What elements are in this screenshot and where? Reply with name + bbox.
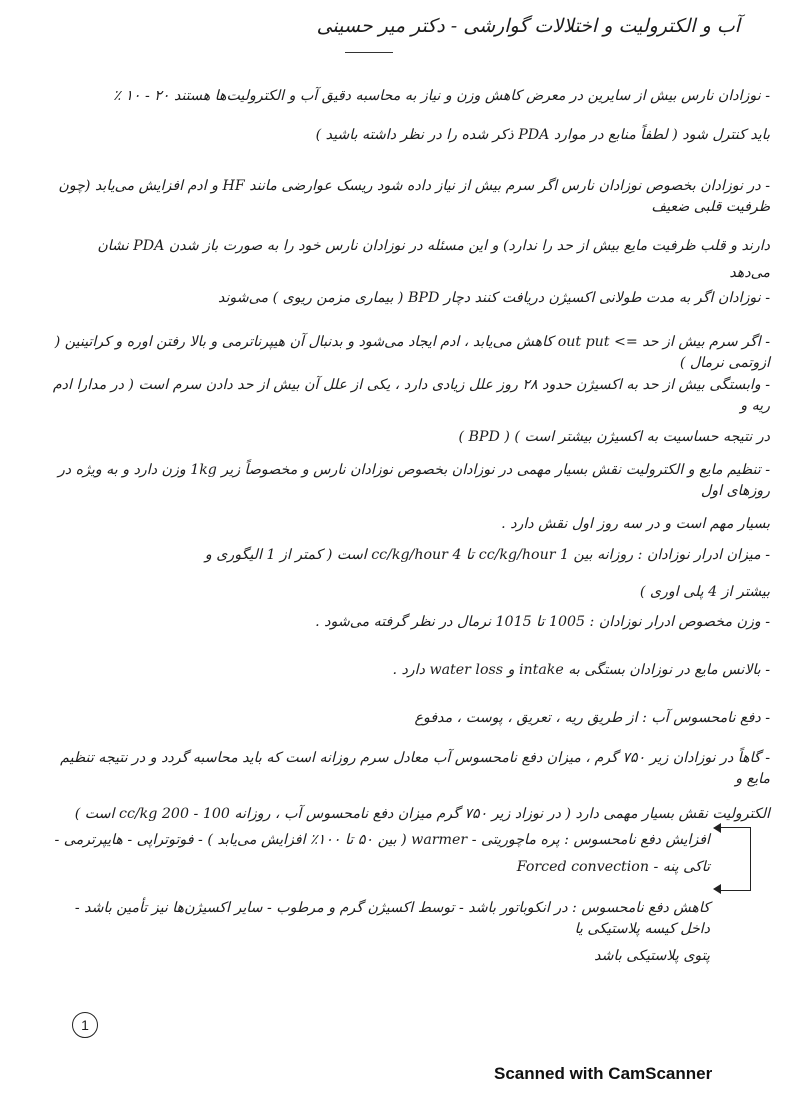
paragraph-2 bbox=[38, 176, 770, 284]
paragraph-line: - تنظیم مایع و الکترولیت نقش بسیار مهمی در نوزادان بخصوص نوزادان نارس و مخصوصاً زیر 1kg وزن دارد و به ویژه در روزهای اول bbox=[57, 462, 770, 499]
paragraph-line: بیشتر از 4 پلی اوری ) bbox=[639, 584, 770, 600]
paragraph-9 bbox=[38, 660, 770, 681]
arrow-left-icon bbox=[713, 884, 721, 894]
paragraph-line: - بالانس مایع در نوزادان بستگی به intake و water loss دارد . bbox=[392, 662, 770, 678]
scanner-watermark: Scanned with CamScanner bbox=[494, 1064, 713, 1083]
paragraph-line: - وابستگی بیش از حد به اکسیژن حدود ۲۸ روز علل زیادی دارد ، یکی از علل آن بیش از حد دادن سرم است ( در مدارا ادم ریه و bbox=[52, 377, 770, 414]
insensible-loss-decrease bbox=[50, 898, 710, 967]
paragraph-7 bbox=[38, 545, 770, 603]
paragraph-8 bbox=[38, 612, 770, 633]
paragraph-line: می‌دهد bbox=[729, 265, 770, 281]
paragraph-line: - اگر سرم بیش از حد => out put کاهش می‌یابد ، ادم ایجاد می‌شود و بدنبال آن هیپرناترمی و بالا رفتن اوره و کراتینین ( ازوتمی نرمال ) bbox=[54, 334, 770, 371]
paragraph-line: - نوزادان اگر به مدت طولانی اکسیژن دریافت کنند دچار BPD ( بیماری مزمن ریوی ) می‌شوند bbox=[218, 290, 770, 306]
paragraph-line: بسیار مهم است و در سه روز اول نقش دارد . bbox=[501, 516, 770, 532]
paragraph-line: در نتیجه حساسیت به اکسیژن بیشتر است ) ( BPD ) bbox=[458, 429, 770, 445]
paragraph-line: پتوی پلاستیکی باشد bbox=[594, 948, 710, 964]
paragraph-line: - دفع نامحسوس آب : از طریق ریه ، تعریق ، پوست ، مدفوع bbox=[414, 710, 770, 726]
paragraph-4 bbox=[38, 332, 770, 374]
paragraph-line: تاکی پنه - Forced convection bbox=[516, 859, 710, 875]
paragraph-6 bbox=[38, 460, 770, 535]
title-underline bbox=[345, 52, 393, 59]
insensible-loss-increase bbox=[50, 830, 710, 878]
paragraph-3 bbox=[38, 288, 770, 309]
page-title: آب و الکترولیت و اختلالات گوارشی - دکتر میر حسینی bbox=[316, 15, 740, 37]
paragraph-line: - در نوزادان بخصوص نوزادان نارس اگر سرم بیش از نیاز داده شود ریسک عوارضی مانند HF و ادم افزایش می‌یابد (چون ظرفیت قلبی ضعیف bbox=[58, 178, 770, 215]
paragraph-line: دارند و قلب ظرفیت مایع بیش از حد را ندارد) و این مسئله در نوزادان نارس خود را به صورت باز شدن PDA نشان bbox=[97, 238, 770, 254]
comparison-bracket bbox=[720, 827, 751, 891]
page-number: 1 bbox=[72, 1012, 98, 1038]
paragraph-line: - گاهاً در نوزادان زیر ۷۵۰ گرم ، میزان دفع نامحسوس آب معادل سرم روزانه است که باید محاسبه گردد و در نتیجه تنظیم مایع و bbox=[60, 750, 770, 787]
arrow-left-icon bbox=[713, 823, 721, 833]
paragraph-line: باید کنترل شود ( لطفاً منابع در موارد PDA ذکر شده را در نظر داشته باشید ) bbox=[315, 127, 770, 143]
paragraph-line: کاهش دفع نامحسوس : در انکوباتور باشد - توسط اکسیژن گرم و مرطوب - سایر اکسیژن‌ها نیز تأمین باشد - داخل کیسه پلاستیکی یا bbox=[74, 900, 710, 937]
paragraph-10 bbox=[38, 708, 770, 729]
paragraph-11 bbox=[38, 748, 770, 825]
paragraph-line: - میزان ادرار نوزادان : روزانه بین 1 cc/kg/hour تا 4 cc/kg/hour است ( کمتر از 1 الیگوری و bbox=[204, 547, 770, 563]
paragraph-line: - نوزادان نارس بیش از سایرین در معرض کاهش وزن و نیاز به محاسبه دقیق آب و الکترولیت‌ها هستند ۲۰ - ۱۰ ٪ bbox=[113, 88, 770, 104]
paragraph-5 bbox=[38, 375, 770, 448]
paragraph-line: الکترولیت نقش بسیار مهمی دارد ( در نوزاد زیر ۷۵۰ گرم میزان دفع نامحسوس آب ، روزانه 100 - 200 cc/kg است ) bbox=[74, 806, 770, 822]
paragraph-1 bbox=[38, 86, 770, 146]
paragraph-line: - وزن مخصوص ادرار نوزادان : 1005 تا 1015 نرمال در نظر گرفته می‌شود . bbox=[315, 614, 770, 630]
paragraph-line: افزایش دفع نامحسوس : پره ماچوریتی - warmer ( بین ۵۰ تا ۱۰۰٪ افزایش می‌یابد ) - فوتوتراپی - هایپرترمی - bbox=[54, 832, 710, 848]
